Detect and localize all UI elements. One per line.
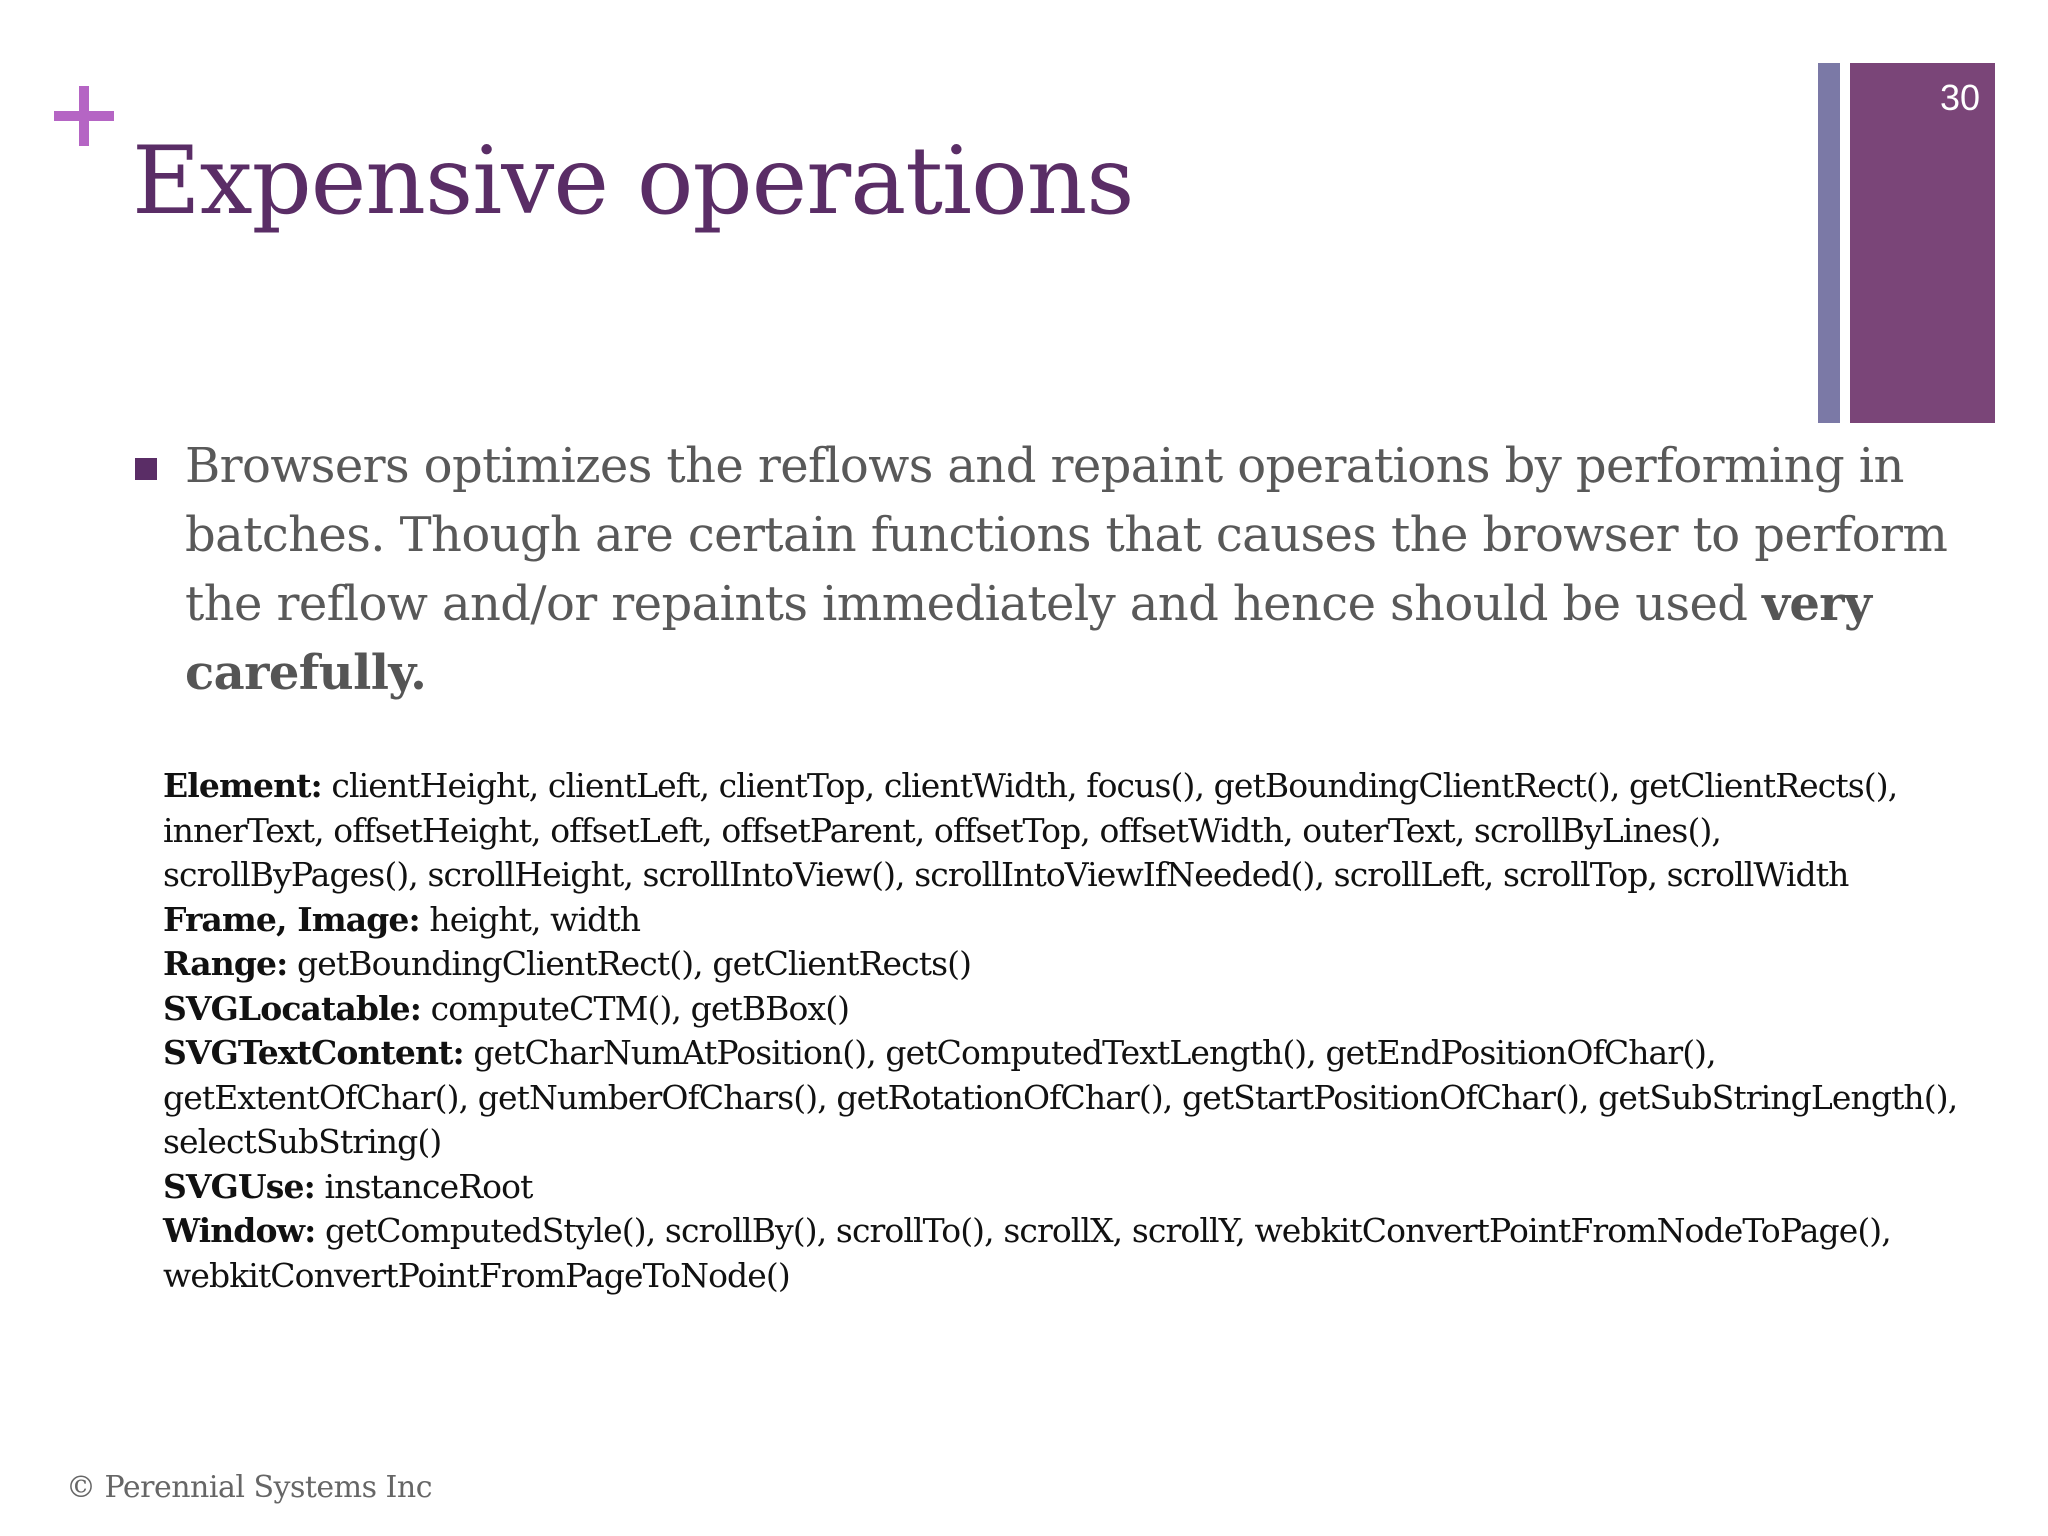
api-items: getComputedStyle(), scrollBy(), scrollTo(), scrollX, scrollY, webkitConvertPointFromNodeToPage(), webkitConvertPointFromPageToNode() [163,1211,1891,1295]
api-entry-element [163,764,1963,898]
bullet-emphasis: very carefully. [185,576,1872,701]
api-items: getBoundingClientRect(), getClientRects() [287,944,972,983]
api-items: getCharNumAtPosition(), getComputedTextLength(), getEndPositionOfChar(), getExtentOfChar(), getNumberOfChars(), getRotationOfChar(), getStartPositionOfChar(), getSubStringLength(), selectSubString() [163,1033,1958,1161]
bullet-body: Browsers optimizes the reflows and repaint operations by performing in batches. Though are certain functions that causes the browser to perform the reflow and/or repaints immediately and hence should be used [185,438,1948,632]
api-items: instanceRoot [314,1166,533,1206]
api-items: height, width [419,899,641,939]
api-entry-range [163,942,1963,987]
api-label: Frame, Image: [163,899,420,939]
bullet-square-icon [135,458,157,480]
page-number: 30 [1939,77,1980,118]
api-label: SVGLocatable: [163,988,422,1028]
bullet-text [185,432,1965,708]
api-label: SVGTextContent: [163,1033,464,1072]
plus-icon [54,86,114,146]
accent-bar-thick [1850,63,1995,423]
api-entry-svglocatable [163,987,1963,1032]
api-items: clientHeight, clientLeft, clientTop, clientWidth, focus(), getBoundingClientRect(), getClientRects(), innerText, offsetHeight, offsetLeft, offsetParent, offsetTop, offsetWidth, outerText, scrollByLines(), scrollByPages(), scrollHeight, scrollIntoView(), scrollIntoViewIfNeeded(), scrollLeft, scrollTop, scrollWidth [163,766,1898,894]
api-label: Window: [163,1211,316,1250]
api-entry-svguse [163,1165,1963,1210]
accent-bar-thin [1818,63,1840,423]
api-label: Element: [163,766,322,805]
api-entry-window [163,1209,1963,1298]
api-entry-frame-image [163,898,1963,943]
bullet-point [135,432,1965,708]
api-label: Range: [163,944,288,983]
api-list [163,764,1963,1298]
api-label: SVGUse: [163,1166,315,1206]
slide-title: Expensive operations [132,127,1134,236]
api-items: computeCTM(), getBBox() [421,988,850,1028]
api-entry-svgtextcontent [163,1031,1963,1165]
footer-copyright: © Perennial Systems Inc [66,1470,433,1505]
